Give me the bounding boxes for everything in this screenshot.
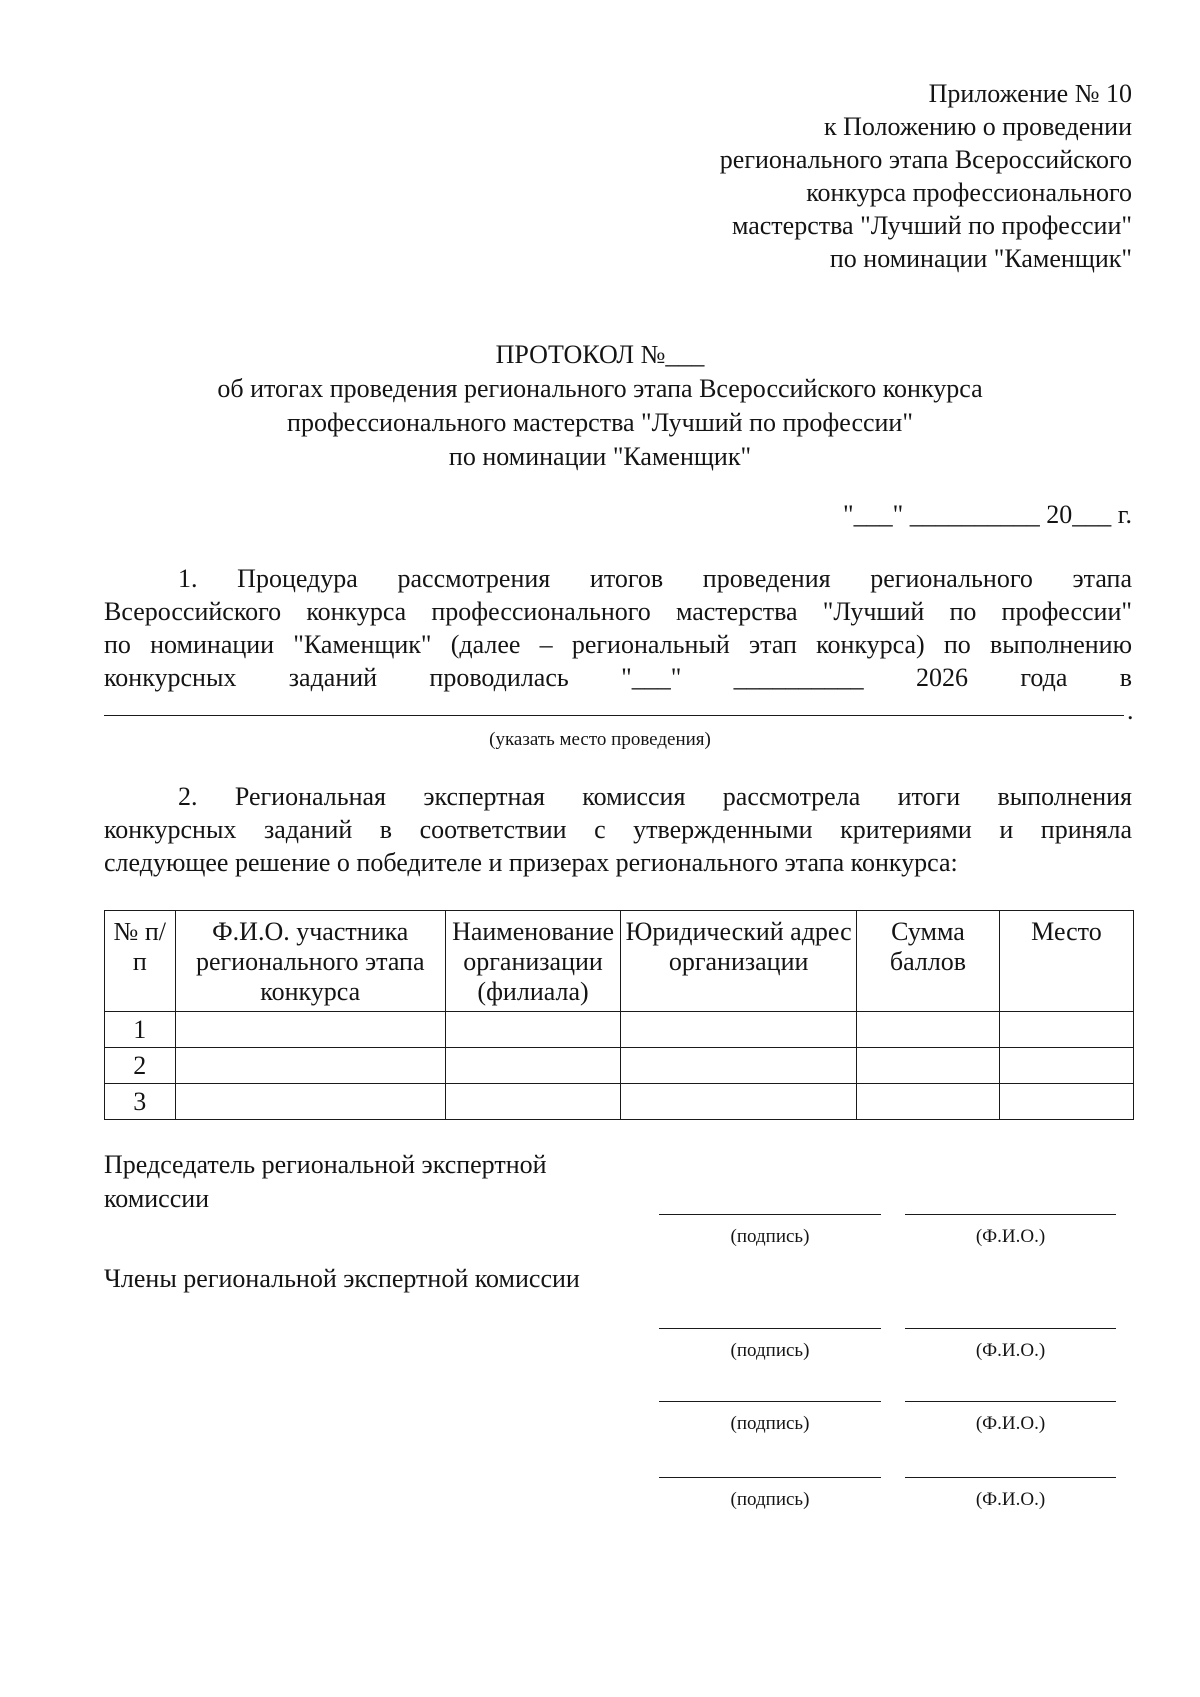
annex-block	[572, 77, 1132, 275]
protocol-subtitle-line: по номинации "Каменщик"	[448, 442, 752, 471]
paragraph-line: следующее решение о победителе и призерах регионального этапа конкурса:	[104, 848, 958, 877]
annex-line: регионального этапа Всероссийского	[719, 145, 1132, 174]
annex-line: по номинации "Каменщик"	[829, 244, 1132, 273]
section-1-paragraph	[104, 562, 1132, 694]
paragraph-line: конкурсных заданий проводилась "___" __________ 2026 года в	[104, 663, 1132, 692]
organization-cell	[445, 1084, 620, 1120]
table-row	[105, 1048, 1134, 1084]
protocol-subtitle-line: об итогах проведения регионального этапа Всероссийского конкурса	[217, 374, 983, 403]
legal-address-cell	[621, 1048, 857, 1084]
paragraph-line: Всероссийского конкурса профессионального мастерства "Лучший по профессии"	[104, 597, 1132, 626]
member-name-line	[905, 1401, 1116, 1402]
signature-caption: (подпись)	[730, 1340, 810, 1361]
chairman-title-line: комиссии	[104, 1184, 210, 1213]
protocol-heading: ПРОТОКОЛ №___	[495, 340, 705, 369]
members-title: Члены региональной экспертной комиссии	[104, 1264, 580, 1293]
place-cell	[999, 1084, 1133, 1120]
score-total-cell	[857, 1084, 1000, 1120]
paragraph-line: 1. Процедура рассмотрения итогов проведения регионального этапа	[178, 564, 1132, 593]
chairman-signature-line	[659, 1214, 881, 1215]
organization-cell	[445, 1048, 620, 1084]
chairman-title	[104, 1148, 547, 1216]
protocol-date-line: "___" __________ 20___ г.	[843, 500, 1132, 529]
paragraph-line: по номинации "Каменщик" (далее – региональный этап конкурса) по выполнению	[104, 630, 1132, 659]
row-number: 1	[105, 1012, 176, 1048]
paragraph-line: конкурсных заданий в соответствии с утвержденными критериями и приняла	[104, 815, 1132, 844]
legal-address-cell	[621, 1084, 857, 1120]
annex-line: конкурса профессионального	[806, 178, 1132, 207]
protocol-subtitle-line: профессионального мастерства "Лучший по профессии"	[287, 408, 913, 437]
place-end-mark: .	[1127, 696, 1134, 725]
row-number: 3	[105, 1084, 176, 1120]
section-2-paragraph	[104, 780, 1132, 879]
legal-address-cell	[621, 1012, 857, 1048]
score-total-cell	[857, 1012, 1000, 1048]
member-signature-line	[659, 1328, 881, 1329]
protocol-title	[0, 338, 1200, 474]
member-signature-line	[659, 1477, 881, 1478]
name-caption: (Ф.И.О.)	[975, 1226, 1046, 1247]
header-legal-address: Юридический адрес организации	[621, 911, 857, 1012]
annex-line: к Положению о проведении	[823, 112, 1132, 141]
chairman-name-line	[905, 1214, 1116, 1215]
participant-name-cell	[175, 1012, 445, 1048]
member-signature-line	[659, 1401, 881, 1402]
name-caption: (Ф.И.О.)	[975, 1489, 1046, 1510]
organization-cell	[445, 1012, 620, 1048]
place-cell	[999, 1048, 1133, 1084]
row-number: 2	[105, 1048, 176, 1084]
header-score-total: Сумма баллов	[857, 911, 1000, 1012]
place-caption: (указать место проведения)	[489, 729, 711, 750]
name-caption: (Ф.И.О.)	[975, 1413, 1046, 1434]
score-total-cell	[857, 1048, 1000, 1084]
member-name-line	[905, 1477, 1116, 1478]
participant-name-cell	[175, 1084, 445, 1120]
annex-line: Приложение № 10	[928, 79, 1132, 108]
signature-caption: (подпись)	[730, 1226, 810, 1247]
header-place: Место	[999, 911, 1133, 1012]
header-number: № п/п	[105, 911, 176, 1012]
signature-caption: (подпись)	[730, 1413, 810, 1434]
table-row	[105, 1012, 1134, 1048]
paragraph-line: 2. Региональная экспертная комиссия рассмотрела итоги выполнения	[178, 782, 1132, 811]
header-participant-name: Ф.И.О. участника регионального этапа конкурса	[175, 911, 445, 1012]
place-blank-line	[104, 715, 1124, 716]
member-name-line	[905, 1328, 1116, 1329]
participant-name-cell	[175, 1048, 445, 1084]
chairman-title-line: Председатель региональной экспертной	[104, 1150, 547, 1179]
signature-caption: (подпись)	[730, 1489, 810, 1510]
name-caption: (Ф.И.О.)	[975, 1340, 1046, 1361]
results-table	[104, 910, 1134, 1120]
place-cell	[999, 1012, 1133, 1048]
annex-line: мастерства "Лучший по профессии"	[731, 211, 1132, 240]
table-row	[105, 1084, 1134, 1120]
header-organization: Наименование организации (филиала)	[445, 911, 620, 1012]
table-header-row	[105, 911, 1134, 1012]
